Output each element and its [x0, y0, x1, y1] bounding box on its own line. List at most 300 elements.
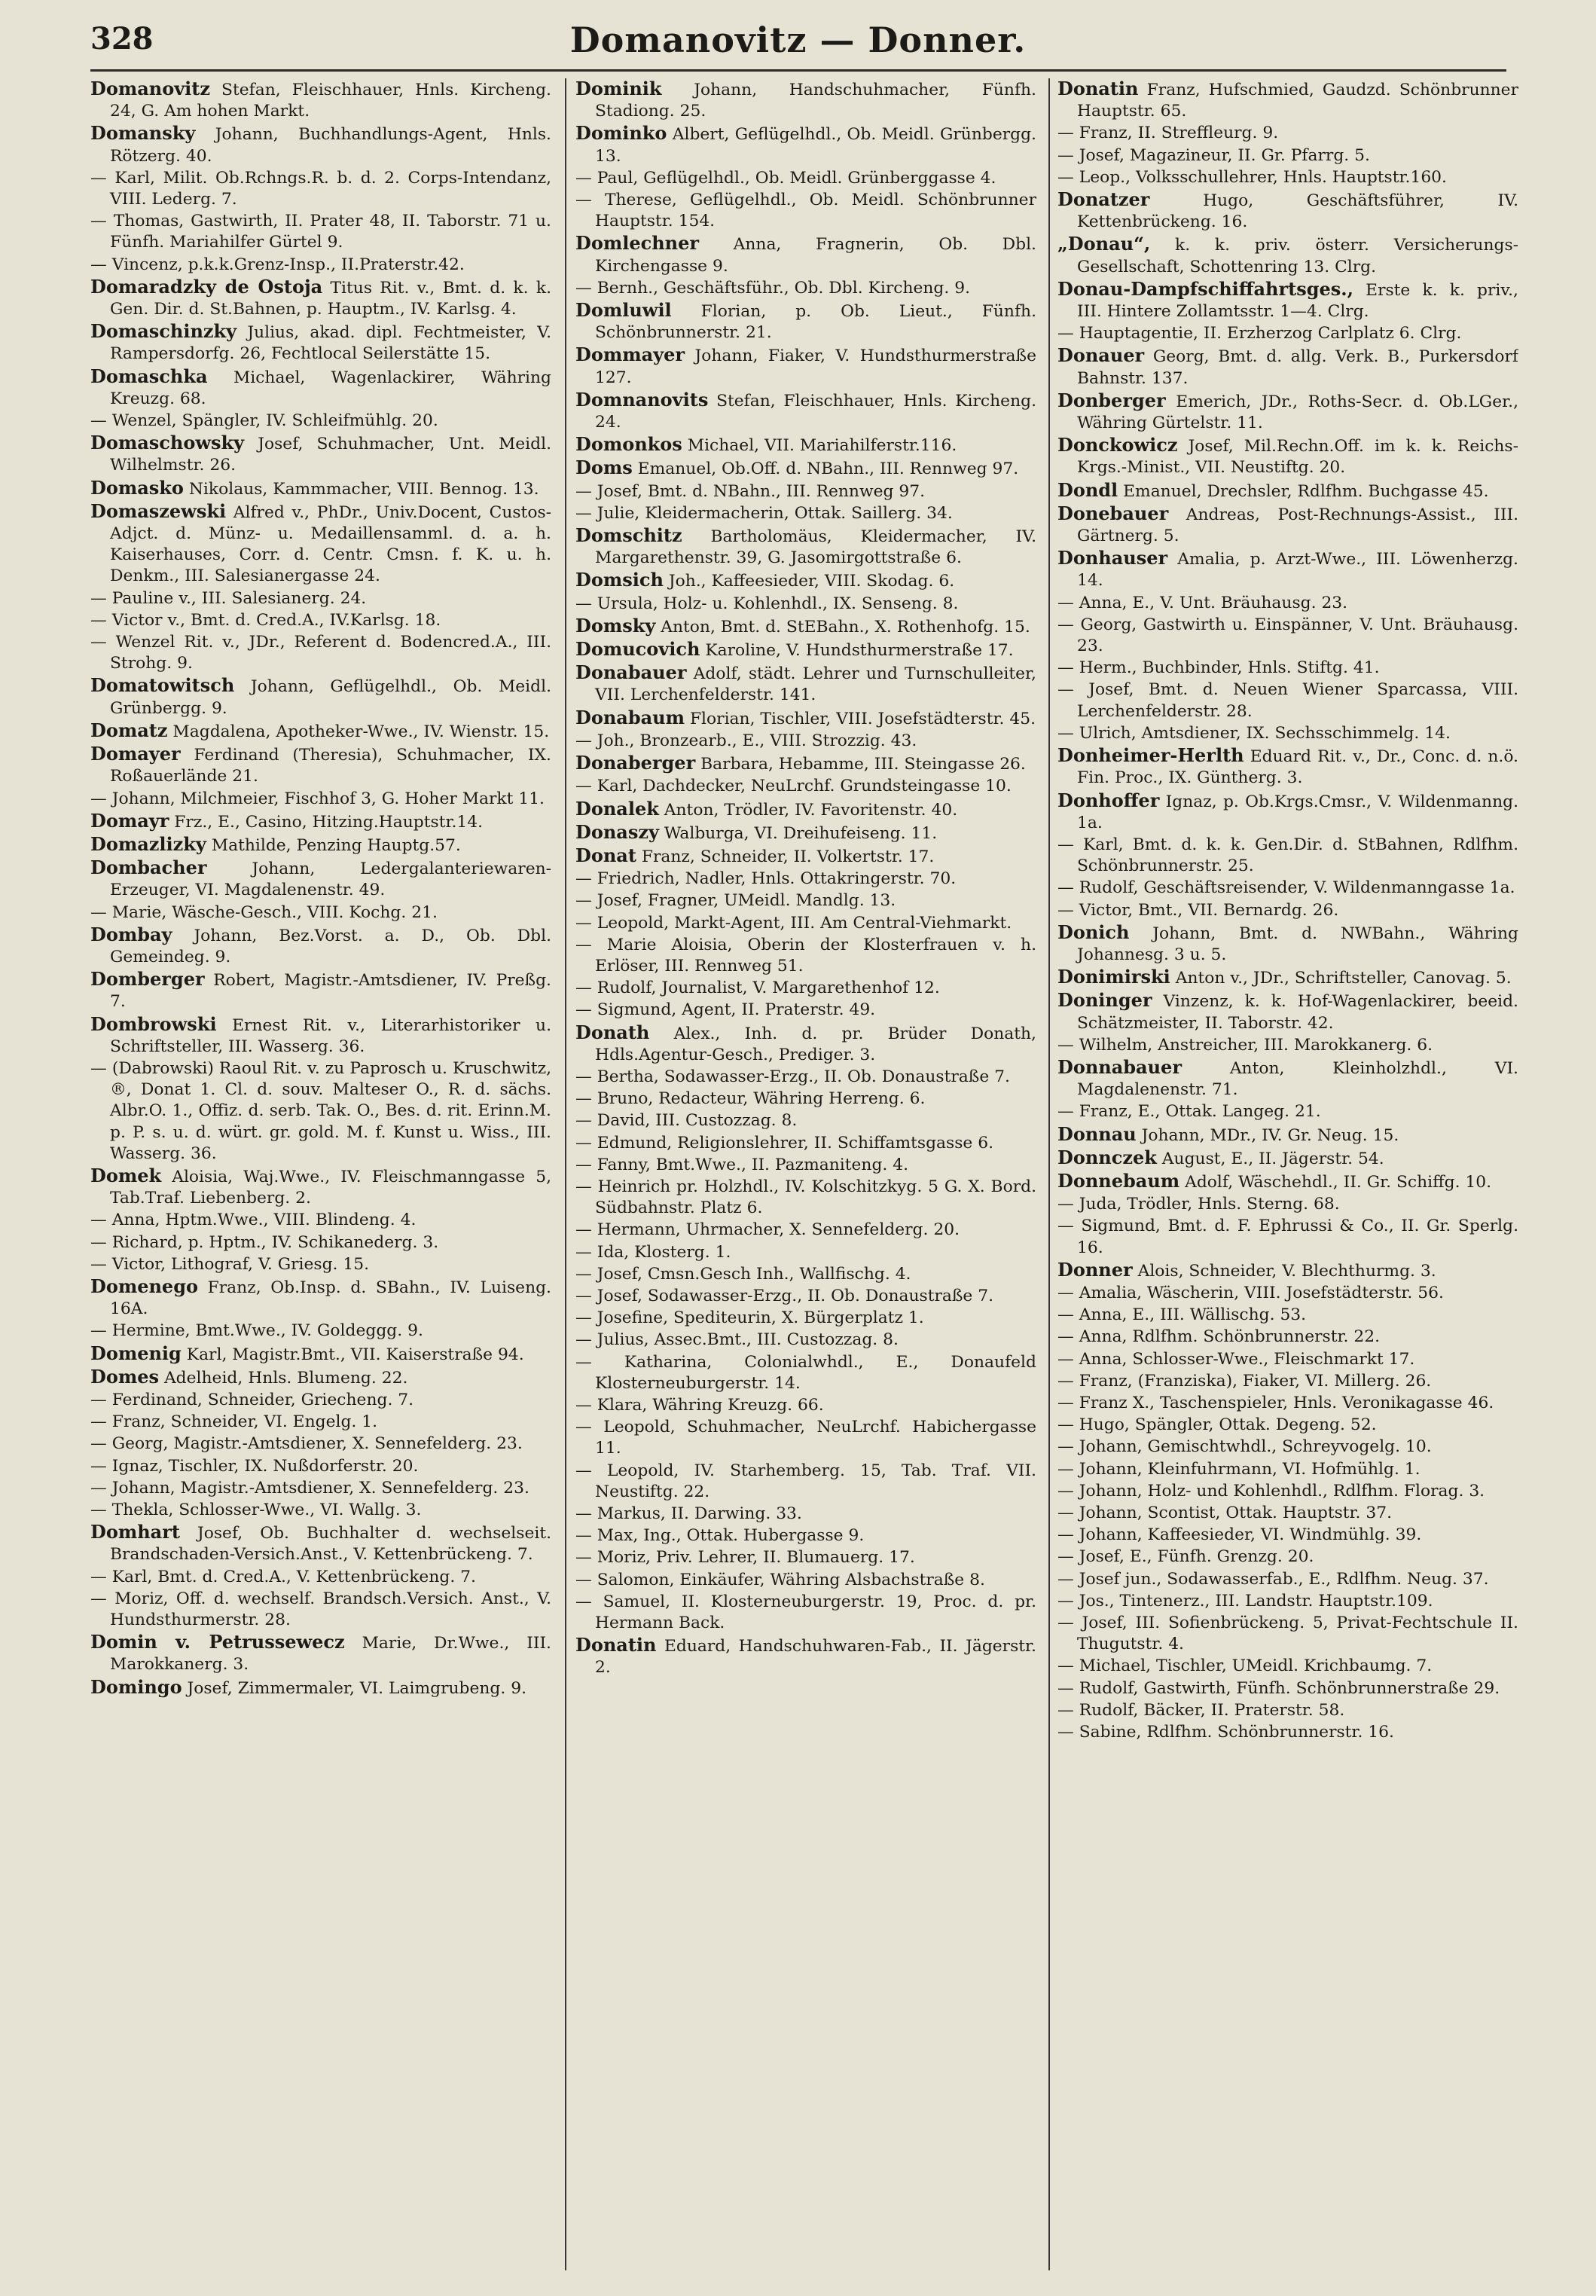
entry-details: Hugo, Geschäftsführer, IV. Kettenbrückeng. 16.: [1077, 191, 1518, 232]
entry-details: Walburga, VI. Dreihufeiseng. 11.: [664, 823, 938, 843]
entry-details: — Anna, E., V. Unt. Bräuhausg. 23.: [1057, 593, 1348, 612]
entry-surname: Donich: [1057, 921, 1130, 943]
entry-details: Adolf, städt. Lehrer und Turnschulleiter, VII. Lerchenfelderstr. 141.: [595, 664, 1036, 705]
entry-details: — Sigmund, Bmt. d. F. Ephrussi & Co., II. Gr. Sperlg. 16.: [1057, 1217, 1518, 1257]
entry-details: Emanuel, Ob.Off. d. NBahn., III. Rennweg 97.: [637, 460, 1019, 479]
directory-entry: [90, 1276, 551, 1320]
entry-details: Josef, Zimmermaler, VI. Laimgrubeng. 9.: [187, 1678, 527, 1698]
entry-details: — Franz, Schneider, VI. Engelg. 1.: [90, 1412, 378, 1432]
entry-details: — Max, Ing., Ottak. Hubergasse 9.: [575, 1526, 865, 1546]
running-title: Domanovitz — Donner.: [569, 20, 1027, 60]
directory-sub-entry: [1057, 1569, 1518, 1590]
directory-sub-entry: [1057, 593, 1518, 614]
entry-details: Alois, Schneider, V. Blechthurmg. 3.: [1137, 1261, 1436, 1281]
entry-details: Johann, Bmt. d. NWBahn., Währing Johannesg. 3 u. 5.: [1077, 924, 1518, 964]
entry-details: — Moriz, Off. d. wechself. Brandsch.Versich. Anst., V. Hundsthurmerstr. 28.: [90, 1589, 551, 1630]
directory-sub-entry: [1057, 1393, 1518, 1414]
entry-details: Adolf, Wäschehdl., II. Gr. Schiffg. 10.: [1185, 1172, 1492, 1192]
directory-sub-entry: [575, 1133, 1036, 1154]
directory-entry: [1057, 1171, 1518, 1193]
directory-sub-entry: [1057, 658, 1518, 679]
column-2: [575, 78, 1036, 2278]
directory-sub-entry: [575, 1088, 1036, 1110]
entry-surname: Domaschowsky: [90, 432, 245, 454]
entry-details: Eduard Rit. v., Dr., Conc. d. n.ö. Fin. Proc., IX. Güntherg. 3.: [1077, 747, 1518, 788]
directory-entry: [90, 1343, 551, 1366]
entry-details: — Samuel, II. Klosterneuburgerstr. 19, Proc. d. pr. Hermann Back.: [575, 1592, 1036, 1633]
entry-details: Florian, Tischler, VIII. Josefstädterstr. 45.: [689, 709, 1036, 728]
entry-details: — Marie Aloisia, Oberin der Klosterfrauen v. h. Erlöser, III. Rennweg 51.: [575, 935, 1036, 975]
entry-surname: Domonkos: [575, 433, 682, 456]
entry-details: — Ignaz, Tischler, IX. Nußdorferstr. 20.: [90, 1456, 419, 1476]
entry-details: — Klara, Währing Kreuzg. 66.: [575, 1395, 824, 1415]
entry-details: — Anna, Rdlfhm. Schönbrunnerstr. 22.: [1057, 1327, 1380, 1347]
directory-entry: [575, 798, 1036, 821]
entry-details: — Victor v., Bmt. d. Cred.A., IV.Karlsg. 18.: [90, 610, 441, 630]
directory-sub-entry: [575, 594, 1036, 615]
entry-details: Robert, Magistr.-Amtsdiener, IV. Preßg. 7.: [110, 971, 551, 1012]
directory-sub-entry: [90, 1478, 551, 1499]
entry-surname: Donnabauer: [1057, 1055, 1182, 1078]
directory-sub-entry: [575, 168, 1036, 189]
entry-details: Franz, Hufschmied, Gaudzd. Schönbrunner Hauptstr. 65.: [1077, 81, 1518, 121]
entry-details: — Ferdinand, Schneider, Griecheng. 7.: [90, 1390, 414, 1409]
directory-sub-entry: [90, 1433, 551, 1455]
entry-details: Johann, Buchhandlungs-Agent, Hnls. Rötzerg. 40.: [110, 125, 551, 166]
entry-details: Josef, Mil.Rechn.Off. im k. k. Reichs-Krgs.-Minist., VII. Neustiftg. 20.: [1077, 437, 1518, 478]
directory-entry: [1057, 234, 1518, 277]
directory-sub-entry: [90, 1412, 551, 1433]
entry-details: — Johann, Kaffeesieder, VI. Windmühlg. 39.: [1057, 1525, 1422, 1545]
directory-sub-entry: [90, 789, 551, 810]
directory-sub-entry: [575, 935, 1036, 977]
directory-sub-entry: [1057, 1722, 1518, 1743]
directory-sub-entry: [575, 1547, 1036, 1568]
entry-details: — Sabine, Rdlfhm. Schönbrunnerstr. 16.: [1057, 1723, 1394, 1742]
directory-sub-entry: [575, 776, 1036, 797]
entry-surname: Donberger: [1057, 389, 1166, 411]
directory-entry: [90, 276, 551, 320]
directory-sub-entry: [575, 1067, 1036, 1088]
entry-details: Frz., E., Casino, Hitzing.Hauptstr.14.: [174, 812, 484, 832]
entry-details: Stefan, Fleischhauer, Hnls. Kircheng. 24, G. Am hohen Markt.: [110, 81, 551, 121]
directory-sub-entry: [575, 869, 1036, 890]
entry-details: Johann, MDr., IV. Gr. Neug. 15.: [1141, 1125, 1399, 1145]
entry-details: Andreas, Post-Rechnungs-Assist., III. Gärtnerg. 5.: [1077, 505, 1518, 546]
entry-surname: Domberger: [90, 968, 205, 991]
directory-entry: [90, 1522, 551, 1565]
directory-entry: [575, 78, 1036, 122]
entry-details: — Wilhelm, Anstreicher, III. Marokkanerg. 6.: [1057, 1035, 1433, 1055]
directory-entry: [90, 1165, 551, 1209]
entry-details: — Heinrich pr. Holzhdl., IV. Kolschitzkyg. 5 G. X. Bord. Südbahnstr. Platz 6.: [575, 1177, 1036, 1218]
directory-entry: [1057, 966, 1518, 989]
entry-details: Magdalena, Apotheker-Wwe., IV. Wienstr. 15.: [172, 722, 550, 741]
directory-sub-entry: [575, 1525, 1036, 1546]
entry-details: — Anna, Hptm.Wwe., VIII. Blindeng. 4.: [90, 1211, 417, 1230]
entry-details: — Bernh., Geschäftsführ., Ob. Dbl. Kircheng. 9.: [575, 278, 971, 298]
directory-sub-entry: [575, 1264, 1036, 1285]
entry-surname: Domaszewski: [90, 499, 227, 522]
entry-details: Georg, Bmt. d. allg. Verk. B., Purkersdorf Bahnstr. 137.: [1077, 347, 1518, 388]
directory-entry: [1057, 390, 1518, 434]
directory-sub-entry: [1057, 1525, 1518, 1546]
directory-entry: [575, 639, 1036, 661]
entry-surname: Donatin: [575, 1634, 657, 1656]
directory-entry: [90, 78, 551, 122]
entry-details: — Franz, E., Ottak. Langeg. 21.: [1057, 1102, 1321, 1122]
entry-details: — Leop., Volksschullehrer, Hnls. Hauptstr.160.: [1057, 167, 1447, 187]
directory-entry: [90, 432, 551, 476]
directory-entry: [90, 501, 551, 588]
entry-surname: Donabauer: [575, 661, 687, 684]
entry-details: — Johann, Milchmeier, Fischhof 3, G. Hoher Markt 11.: [90, 789, 545, 808]
entry-details: — Richard, p. Hptm., IV. Schikanederg. 3.: [90, 1232, 439, 1252]
directory-sub-entry: [575, 1286, 1036, 1307]
entry-details: — Herm., Buchbinder, Hnls. Stiftg. 41.: [1057, 658, 1380, 678]
entry-details: — Markus, II. Darwing. 33.: [575, 1504, 802, 1523]
entry-details: — Hermine, Bmt.Wwe., IV. Goldeggg. 9.: [90, 1321, 423, 1341]
directory-sub-entry: [1057, 167, 1518, 188]
entry-details: Anna, Fragnerin, Ob. Dbl. Kirchengasse 9.: [595, 235, 1036, 276]
entry-details: — Amalia, Wäscherin, VIII. Josefstädterstr. 56.: [1057, 1283, 1444, 1302]
entry-surname: Donheimer-Herlth: [1057, 744, 1244, 767]
entry-details: — Hermann, Uhrmacher, X. Sennefelderg. 20.: [575, 1220, 960, 1240]
entry-details: Johann, Geflügelhdl., Ob. Meidl. Grünbergg. 9.: [110, 677, 551, 718]
entry-surname: Donabaum: [575, 706, 685, 728]
directory-sub-entry: [90, 1456, 551, 1477]
directory-sub-entry: [1057, 1481, 1518, 1502]
entry-surname: Domingo: [90, 1675, 182, 1698]
entry-surname: Domaschinzky: [90, 320, 237, 343]
entry-details: Ferdinand (Theresia), Schuhmacher, IX. Roßauerlände 21.: [110, 746, 551, 786]
directory-sub-entry: [575, 1308, 1036, 1329]
entry-details: — Anna, E., III. Wällischg. 53.: [1057, 1305, 1307, 1325]
entry-details: — Rudolf, Bäcker, II. Praterstr. 58.: [1057, 1700, 1345, 1720]
directory-entry: [90, 720, 551, 743]
entry-surname: Donaszy: [575, 820, 659, 843]
entry-details: — Josef, Fragner, UMeidl. Mandlg. 13.: [575, 891, 896, 911]
entry-surname: Domayer: [90, 743, 181, 765]
page-number: 328: [90, 21, 154, 56]
entry-details: Bartholomäus, Kleidermacher, IV. Margarethenstr. 39, G. Jasomirgottstraße 6.: [595, 527, 1036, 568]
entry-details: Titus Rit. v., Bmt. d. k. k. Gen. Dir. d. St.Bahnen, p. Hauptm., IV. Karlsg. 4.: [110, 278, 551, 319]
directory-sub-entry: [575, 481, 1036, 502]
directory-entry: [575, 569, 1036, 592]
directory-sub-entry: [575, 1155, 1036, 1176]
entry-surname: Domluwil: [575, 299, 672, 322]
entry-details: Johann, Bez.Vorst. a. D., Ob. Dbl. Gemeindeg. 9.: [110, 926, 551, 966]
entry-surname: Donat: [575, 844, 636, 866]
entry-details: Ernest Rit. v., Literarhistoriker u. Schriftsteller, III. Wasserg. 36.: [110, 1015, 551, 1056]
directory-sub-entry: [575, 1242, 1036, 1263]
entry-surname: „Donau“,: [1057, 233, 1151, 255]
directory-sub-entry: [1057, 145, 1518, 166]
entry-details: Michael, Wagenlackirer, Währing Kreuzg. 68.: [110, 368, 551, 408]
entry-surname: Domenig: [90, 1342, 182, 1364]
entry-details: Vinzenz, k. k. Hof-Wagenlackirer, beeid. Schätzmeister, II. Taborstr. 42.: [1077, 992, 1518, 1033]
entry-details: — Josef, Magazineur, II. Gr. Pfarrg. 5.: [1057, 145, 1370, 165]
entry-surname: Donnczek: [1057, 1146, 1157, 1168]
directory-sub-entry: [1057, 1678, 1518, 1699]
directory-sub-entry: [1057, 615, 1518, 657]
directory-sub-entry: [90, 1567, 551, 1588]
entry-surname: Domin v. Petrussewecz: [90, 1631, 345, 1653]
directory-sub-entry: [575, 978, 1036, 999]
entry-surname: Dondl: [1057, 478, 1118, 501]
directory-entry: [575, 525, 1036, 569]
entry-details: Aloisia, Waj.Wwe., IV. Fleischmanngasse 5, Tab.Traf. Liebenberg. 2.: [110, 1167, 551, 1208]
entry-details: — Josef, Sodawasser-Erzg., II. Ob. Donaustraße 7.: [575, 1286, 994, 1305]
directory-sub-entry: [575, 1177, 1036, 1219]
directory-sub-entry: [1057, 723, 1518, 744]
directory-sub-entry: [575, 1110, 1036, 1131]
entry-details: August, E., II. Jägerstr. 54.: [1161, 1149, 1384, 1168]
entry-surname: Domatz: [90, 719, 168, 741]
directory-entry: [90, 366, 551, 410]
directory-sub-entry: [1057, 679, 1518, 722]
entry-details: Franz, Ob.Insp. d. SBahn., IV. Luiseng. 16A.: [110, 1278, 551, 1319]
entry-details: — Ursula, Holz- u. Kohlenhdl., IX. Senseng. 8.: [575, 594, 959, 613]
entry-details: Anton, Kleinholzhdl., VI. Magdalenenstr. 71.: [1077, 1058, 1518, 1100]
header-rule: [90, 69, 1506, 72]
directory-sub-entry: [1057, 1546, 1518, 1568]
directory-sub-entry: [90, 1232, 551, 1253]
entry-details: — Hauptagentie, II. Erzherzog Carlplatz 6. Clrg.: [1057, 324, 1462, 343]
entry-details: — Wenzel, Spängler, IV. Schleifmühlg. 20.: [90, 411, 438, 431]
entry-details: Emanuel, Drechsler, Rdlfhm. Buchgasse 45.: [1123, 481, 1489, 501]
entry-details: Marie, Dr.Wwe., III. Marokkanerg. 3.: [110, 1634, 551, 1675]
entry-details: Barbara, Hebamme, III. Steingasse 26.: [700, 755, 1026, 774]
entry-surname: Donner: [1057, 1258, 1133, 1281]
directory-entry: [575, 1022, 1036, 1066]
entry-details: Karoline, V. Hundsthurmerstraße 17.: [705, 641, 1014, 661]
entry-details: — Edmund, Religionslehrer, II. Schiffamtsgasse 6.: [575, 1133, 994, 1153]
entry-details: Nikolaus, Kammmacher, VIII. Bennog. 13.: [188, 479, 539, 499]
directory-entry: [90, 675, 551, 719]
directory-entry: [1057, 480, 1518, 502]
entry-details: — Georg, Magistr.-Amtsdiener, X. Sennefelderg. 23.: [90, 1434, 523, 1454]
directory-sub-entry: [1057, 1459, 1518, 1480]
entry-details: — Moriz, Priv. Lehrer, II. Blumauerg. 17.: [575, 1548, 915, 1568]
entry-surname: Domlechner: [575, 232, 700, 255]
entry-surname: Donhauser: [1057, 547, 1168, 569]
directory-sub-entry: [1057, 1656, 1518, 1677]
entry-details: k. k. priv. österr. Versicherungs-Gesellschaft, Schottenring 13. Clrg.: [1077, 236, 1518, 276]
entry-details: Johann, Ledergalanteriewaren-Erzeuger, VI. Magdalenenstr. 49.: [110, 859, 551, 900]
entry-surname: Domnanovits: [575, 388, 709, 411]
entry-details: — Wenzel Rit. v., JDr., Referent d. Bodencred.A., III. Strohg. 9.: [90, 633, 551, 673]
directory-sub-entry: [90, 1390, 551, 1411]
directory-entry: [90, 321, 551, 365]
entry-surname: Donath: [575, 1021, 650, 1043]
entry-details: Albert, Geflügelhdl., Ob. Meidl. Grünbergg. 13.: [595, 125, 1036, 166]
entry-surname: Donnebaum: [1057, 1169, 1180, 1192]
directory-entry: [1057, 279, 1518, 322]
directory-sub-entry: [90, 610, 551, 631]
directory-sub-entry: [1057, 1035, 1518, 1056]
entry-details: Stefan, Fleischhauer, Hnls. Kircheng. 24.: [595, 391, 1036, 432]
directory-sub-entry: [1057, 1591, 1518, 1612]
directory-entry: [90, 1677, 551, 1699]
entry-details: Julius, akad. dipl. Fechtmeister, V. Rampersdorfg. 26, Fechtlocal Seilerstätte 15.: [110, 323, 551, 364]
entry-details: — Michael, Tischler, UMeidl. Krichbaumg. 7.: [1057, 1656, 1433, 1676]
entry-details: — Johann, Holz- und Kohlenhdl., Rdlfhm. Florag. 3.: [1057, 1481, 1485, 1501]
directory-entry: [575, 707, 1036, 730]
directory-sub-entry: [575, 890, 1036, 911]
entry-details: — Josef, E., Fünfh. Grenzg. 20.: [1057, 1547, 1314, 1567]
entry-details: — Marie, Wäsche-Gesch., VIII. Kochg. 21.: [90, 902, 438, 922]
entry-details: — Karl, Bmt. d. Cred.A., V. Kettenbrückeng. 7.: [90, 1567, 476, 1586]
entry-details: Josef, Ob. Buchhalter d. wechselseit. Brandschaden-Versich.Anst., V. Kettenbrückeng. 7.: [110, 1524, 551, 1565]
directory-entry: [90, 743, 551, 787]
entry-surname: Donhoffer: [1057, 789, 1160, 811]
entry-surname: Domanovitz: [90, 78, 210, 99]
entry-surname: Donauer: [1057, 344, 1145, 367]
directory-sub-entry: [575, 1504, 1036, 1525]
entry-details: — Rudolf, Gastwirth, Fünfh. Schönbrunnerstraße 29.: [1057, 1678, 1500, 1698]
entry-details: Johann, Fiaker, V. Hundsthurmerstraße 127.: [595, 347, 1036, 387]
directory-sub-entry: [90, 1210, 551, 1231]
directory-sub-entry: [1057, 323, 1518, 344]
entry-details: Johann, Handschuhmacher, Fünfh. Stadiong. 25.: [595, 81, 1036, 121]
entry-details: — Joh., Bronzearb., E., VIII. Strozzig. 43.: [575, 731, 917, 750]
entry-details: — Leopold, Markt-Agent, III. Am Central-Viehmarkt.: [575, 913, 1012, 933]
directory-entry: [90, 969, 551, 1012]
entry-details: Ignaz, p. Ob.Krgs.Cmsr., V. Wildenmanng. 1a.: [1077, 792, 1518, 832]
entry-surname: Domhart: [90, 1521, 180, 1543]
directory-entry: [1057, 78, 1518, 122]
entry-details: — Johann, Magistr.-Amtsdiener, X. Sennefelderg. 23.: [90, 1478, 529, 1498]
directory-entry: [575, 300, 1036, 343]
entry-surname: Donau-Dampfschiffahrtsges.,: [1057, 277, 1353, 300]
column-3: [1057, 78, 1518, 2278]
directory-entry: [1057, 1124, 1518, 1146]
directory-sub-entry: [1057, 878, 1518, 899]
entry-details: — Josefine, Spediteurin, X. Bürgerplatz 1.: [575, 1308, 924, 1328]
entry-surname: Donatin: [1057, 78, 1139, 99]
entry-details: Erste k. k. priv., III. Hintere Zollamtsstr. 1—4. Clrg.: [1077, 280, 1518, 322]
directory-sub-entry: [575, 913, 1036, 934]
entry-surname: Dominko: [575, 122, 667, 145]
entry-details: Karl, Magistr.Bmt., VII. Kaiserstraße 94.: [186, 1345, 524, 1364]
entry-details: — Sigmund, Agent, II. Praterstr. 49.: [575, 1000, 876, 1020]
directory-sub-entry: [575, 1570, 1036, 1591]
directory-sub-entry: [90, 1500, 551, 1521]
entry-details: — Julius, Assec.Bmt., III. Custozzag. 8.: [575, 1330, 899, 1350]
directory-entry: [90, 857, 551, 901]
directory-sub-entry: [1057, 1503, 1518, 1524]
directory-sub-entry: [1057, 1613, 1518, 1655]
entry-surname: Dombacher: [90, 856, 207, 879]
entry-surname: Donimirski: [1057, 966, 1170, 988]
entry-details: — Leopold, IV. Starhemberg. 15, Tab. Traf. VII. Neustiftg. 22.: [575, 1461, 1036, 1501]
entry-details: Amalia, p. Arzt-Wwe., III. Löwenherzg. 14.: [1077, 550, 1518, 591]
directory-entry: [575, 389, 1036, 433]
entry-surname: Donatzer: [1057, 188, 1150, 211]
directory-entry: [575, 344, 1036, 388]
entry-details: — Bruno, Redacteur, Währing Herreng. 6.: [575, 1089, 926, 1109]
entry-details: — Thekla, Schlosser-Wwe., VI. Wallg. 3.: [90, 1501, 422, 1519]
directory-sub-entry: [1057, 1437, 1518, 1458]
entry-surname: Domayr: [90, 809, 169, 832]
directory-entry: [90, 1366, 551, 1389]
directory-sub-entry: [1057, 1305, 1518, 1326]
entry-details: — Vincenz, p.k.k.Grenz-Insp., II.Praterstr.42.: [90, 255, 465, 274]
directory-entry: [1057, 1147, 1518, 1170]
entry-details: Anton, Bmt. d. StEBahn., X. Rothenhofg. 15.: [661, 617, 1030, 637]
entry-details: — Anna, Schlosser-Wwe., Fleischmarkt 17.: [1057, 1349, 1415, 1369]
directory-entry: [1057, 345, 1518, 389]
entry-details: Alex., Inh. d. pr. Brüder Donath, Hdls.Agentur-Gesch., Prediger. 3.: [595, 1024, 1036, 1064]
entry-details: — Victor, Bmt., VII. Bernardg. 26.: [1057, 900, 1339, 920]
entry-details: — Pauline v., III. Salesianerg. 24.: [90, 588, 367, 608]
entry-surname: Donebauer: [1057, 502, 1169, 524]
directory-sub-entry: [90, 1254, 551, 1275]
directory-entry: [575, 457, 1036, 480]
directory-entry: [90, 1632, 551, 1675]
entry-details: — (Dabrowski) Raoul Rit. v. zu Paprosch u. Kruschwitz, ®, Donat 1. Cl. d. souv. Malteser O., R. d. sächs. Albr.O. 1., Offiz. d. serb. Tak. O., Bes. d. rit. Erinn.M. p. P. s. u. d. würt. gr. gold. M. f. Kunst u. Wiss., III. Wasserg. 36.: [90, 1058, 551, 1163]
directory-sub-entry: [575, 1330, 1036, 1351]
directory-entry: [575, 123, 1036, 166]
entry-details: — Katharina, Colonialwhdl., E., Donaufeld Klosterneuburgerstr. 14.: [575, 1352, 1036, 1393]
directory-sub-entry: [90, 1589, 551, 1631]
directory-sub-entry: [1057, 1101, 1518, 1122]
entry-surname: Domazlizky: [90, 832, 206, 855]
entry-details: Mathilde, Penzing Hauptg.57.: [211, 835, 461, 855]
directory-sub-entry: [1057, 1327, 1518, 1348]
entry-details: — Salomon, Einkäufer, Währing Alsbachstraße 8.: [575, 1570, 985, 1589]
entry-surname: Domucovich: [575, 638, 700, 661]
directory-sub-entry: [90, 411, 551, 432]
entry-details: Josef, Schuhmacher, Unt. Meidl. Wilhelmstr. 26.: [110, 435, 551, 475]
directory-sub-entry: [1057, 1194, 1518, 1215]
entry-details: — Georg, Gastwirth u. Einspänner, V. Unt. Bräuhausg. 23.: [1057, 615, 1518, 656]
entry-details: — Josef, Cmsn.Gesch Inh., Wallfischg. 4.: [575, 1264, 911, 1284]
directory-sub-entry: [575, 1395, 1036, 1416]
page-header: [0, 0, 1596, 75]
directory-entry: [1057, 1259, 1518, 1282]
entry-details: — Josef, Bmt. d. Neuen Wiener Sparcassa, VIII. Lerchenfelderstr. 28.: [1057, 680, 1518, 721]
directory-entry: [575, 822, 1036, 844]
directory-sub-entry: [575, 190, 1036, 232]
entry-details: — Leopold, Schuhmacher, NeuLrchf. Habichergasse 11.: [575, 1418, 1036, 1458]
entry-details: Adelheid, Hnls. Blumeng. 22.: [163, 1368, 408, 1388]
directory-entry: [90, 1014, 551, 1058]
directory-entry: [90, 123, 551, 166]
entry-details: Joh., Kaffeesieder, VIII. Skodag. 6.: [668, 572, 955, 591]
directory-sub-entry: [90, 168, 551, 210]
entry-details: — Franz X., Taschenspieler, Hnls. Veronikagasse 46.: [1057, 1393, 1494, 1412]
entry-details: — Bertha, Sodawasser-Erzg., II. Ob. Donaustraße 7.: [575, 1067, 1010, 1086]
directory-entry: [1057, 1057, 1518, 1101]
entry-details: — Karl, Milit. Ob.Rchngs.R. b. d. 2. Corps-Intendanz, VIII. Lederg. 7.: [90, 168, 551, 209]
directory-entry: [575, 233, 1036, 276]
entry-surname: Domsich: [575, 569, 664, 591]
directory-entry: [90, 478, 551, 500]
entry-details: — Johann, Gemischtwhdl., Schreyvogelg. 10.: [1057, 1437, 1432, 1457]
directory-entry: [575, 845, 1036, 868]
entry-surname: Domatowitsch: [90, 674, 235, 697]
directory-entry: [575, 753, 1036, 775]
directory-entry: [575, 434, 1036, 456]
directory-sub-entry: [575, 503, 1036, 524]
entry-details: — Fanny, Bmt.Wwe., II. Pazmaniteng. 4.: [575, 1155, 909, 1174]
directory-sub-entry: [90, 1058, 551, 1165]
entry-surname: Domes: [90, 1365, 159, 1388]
directory-entry: [575, 662, 1036, 706]
directory-sub-entry: [90, 211, 551, 253]
